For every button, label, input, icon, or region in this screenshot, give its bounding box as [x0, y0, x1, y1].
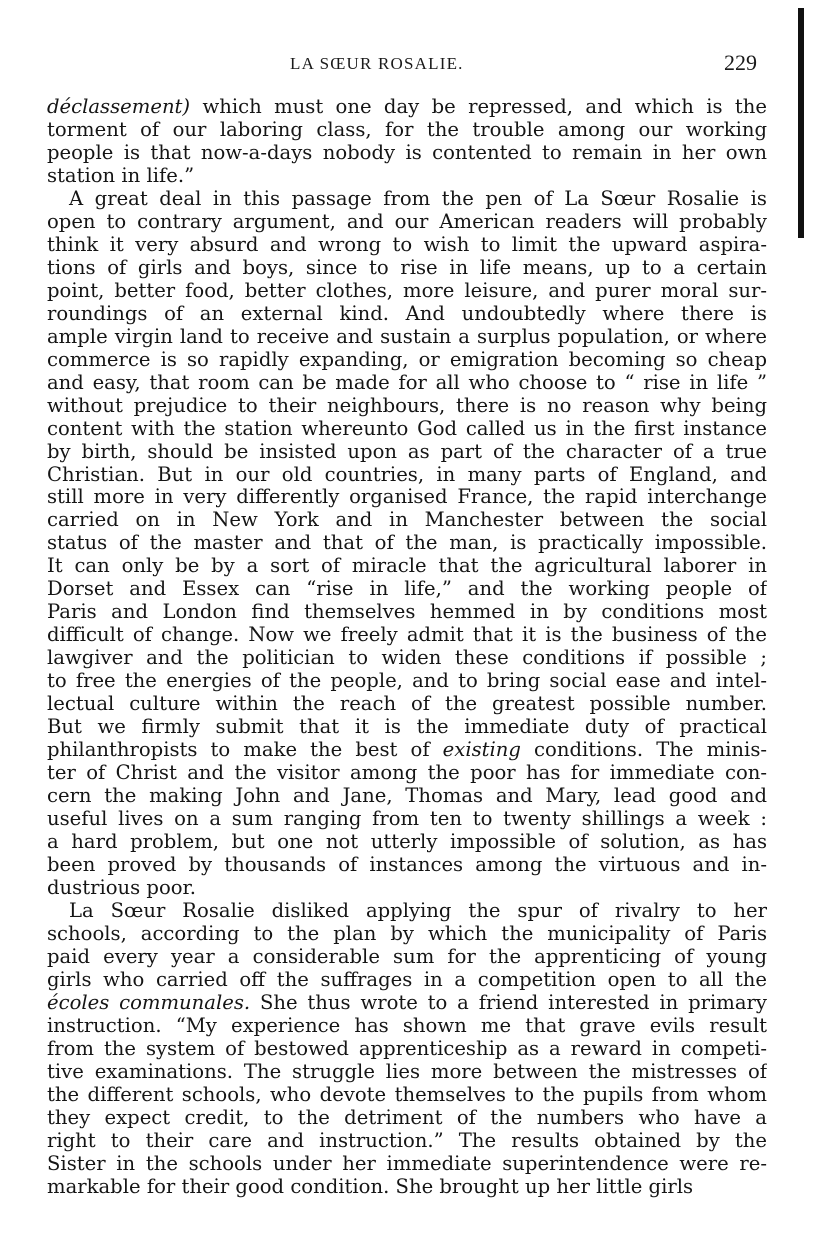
text-line: [47, 1061, 767, 1084]
text-line: [47, 854, 767, 877]
text-line: [47, 349, 767, 372]
text-segment: tive examinations. The struggle lies more between the mistresses of: [47, 1060, 767, 1083]
text-line: [47, 739, 767, 762]
text-segment: lectual culture within the reach of the greatest possible number.: [47, 693, 767, 716]
text-segment: been proved by thousands of instances among the virtuous and in-: [47, 853, 767, 876]
text-segment: without prejudice to their neighbours, there is no reason why being: [47, 394, 767, 417]
text-segment: roundings of an external kind. And undoubtedly where there is: [47, 302, 767, 325]
text-line: [47, 946, 767, 969]
text-segment: which must one day be repressed, and which is the: [190, 96, 767, 118]
text-segment: tions of girls and boys, since to rise in life means, up to a certain: [47, 256, 767, 279]
text-line: [47, 1015, 767, 1038]
text-segment: Christian. But in our old countries, in many parts of England, and: [47, 463, 767, 486]
text-line: [47, 188, 767, 211]
text-line: [47, 532, 767, 555]
text-segment: and easy, that room can be made for all who choose to “ rise in life ”: [47, 371, 767, 394]
text-line: [47, 601, 767, 624]
text-segment: commerce is so rapidly expanding, or emigration becoming so cheap: [47, 348, 767, 371]
text-line: [47, 670, 767, 693]
text-segment: dustrious poor.: [47, 876, 196, 899]
text-segment: She thus wrote to a friend interested in primary: [250, 991, 767, 1014]
text-segment: schools, according to the plan by which the municipality of Paris: [47, 922, 767, 945]
text-segment: right to their care and instruction.” The results obtained by the: [47, 1129, 767, 1152]
text-line: [47, 555, 767, 578]
text-line: [47, 1176, 767, 1199]
italic-phrase: existing: [442, 739, 521, 762]
text-segment: cern the making John and Jane, Thomas and Mary, lead good and: [47, 785, 767, 808]
text-line: [47, 441, 767, 464]
text-segment: from the system of bestowed apprenticeship as a reward in competi-: [47, 1037, 767, 1060]
text-segment: difficult of change. Now we freely admit that it is the business of the: [47, 624, 767, 647]
text-line: [47, 280, 767, 303]
text-line: [47, 165, 767, 188]
text-segment: A great deal in this passage from the pen of La Sœur Rosalie is: [69, 187, 767, 210]
text-segment: point, better food, better clothes, more leisure, and purer moral sur-: [47, 279, 767, 302]
text-line: [47, 716, 767, 739]
text-line: [47, 1130, 767, 1153]
text-segment: ample virgin land to receive and sustain a surplus population, or where: [47, 325, 767, 348]
text-segment: useful lives on a sum ranging from ten to twenty shillings a week :: [47, 808, 767, 831]
text-segment: a hard problem, but one not utterly impossible of solution, as has: [47, 831, 767, 853]
running-head: LA SŒUR ROSALIE.: [290, 54, 464, 73]
text-segment: station in life.”: [47, 164, 195, 187]
text-segment: paid every year a considerable sum for the apprenticing of young: [47, 945, 767, 968]
text-segment: to free the energies of the people, and to bring social ease and intel-: [47, 670, 767, 693]
text-line: [47, 969, 767, 992]
italic-phrase: écoles communales.: [47, 991, 251, 1014]
text-segment: torment of our laboring class, for the trouble among our working: [47, 118, 767, 141]
text-line: [47, 762, 767, 785]
text-segment: It can only be by a sort of miracle that the agricultural laborer in: [47, 555, 767, 578]
text-segment: Dorset and Essex can “rise in life,” and the working people of: [47, 578, 767, 601]
text-segment: open to contrary argument, and our American readers will probably: [47, 210, 767, 233]
text-line: [47, 395, 767, 418]
text-segment: by birth, should be insisted upon as part of the character of a true: [47, 440, 767, 463]
text-segment: content with the station whereunto God called us in the first instance: [47, 417, 767, 440]
text-segment: conditions. The minis-: [520, 739, 767, 762]
page-header: [0, 50, 815, 90]
text-segment: philanthropists to make the best of: [47, 739, 443, 762]
text-segment: La Sœur Rosalie disliked applying the spur of rivalry to her: [69, 899, 767, 922]
text-line: [47, 900, 767, 923]
text-segment: lawgiver and the politician to widen these conditions if possible ;: [47, 647, 767, 670]
text-segment: the different schools, who devote themselves to the pupils from whom: [47, 1083, 767, 1106]
text-line: [47, 785, 767, 808]
text-line: [47, 257, 767, 280]
text-segment: status of the master and that of the man, is practically impossible.: [47, 532, 767, 555]
text-line: [47, 1153, 767, 1176]
text-line: [47, 326, 767, 349]
text-line: [47, 578, 767, 601]
text-line: [47, 624, 767, 647]
text-line: [47, 992, 767, 1015]
text-line: [47, 831, 767, 854]
text-line: [47, 464, 767, 487]
text-line: [47, 303, 767, 326]
text-segment: think it very absurd and wrong to wish to limit the upward aspira-: [47, 233, 767, 256]
text-segment: But we firmly submit that it is the immediate duty of practical: [47, 716, 767, 739]
page-edge-mark: [798, 8, 804, 238]
text-line: [47, 418, 767, 441]
text-line: [47, 1038, 767, 1061]
text-segment: people is that now-a-days nobody is contented to remain in her own: [47, 141, 767, 164]
text-line: [47, 96, 767, 119]
text-segment: ter of Christ and the visitor among the poor has for immediate con-: [47, 762, 767, 785]
text-line: [47, 647, 767, 670]
text-line: [47, 923, 767, 946]
text-line: [47, 693, 767, 716]
text-segment: Paris and London find themselves hemmed in by conditions most: [47, 601, 767, 624]
text-line: [47, 1107, 767, 1130]
text-line: [47, 372, 767, 395]
body-text: [47, 96, 767, 1199]
text-segment: markable for their good condition. She brought up her little girls: [47, 1175, 694, 1198]
text-line: [47, 234, 767, 257]
text-line: [47, 486, 767, 509]
text-line: [47, 1084, 767, 1107]
text-line: [47, 509, 767, 532]
text-segment: Sister in the schools under her immediate superintendence were re-: [47, 1152, 767, 1175]
text-line: [47, 808, 767, 831]
text-segment: instruction. “My experience has shown me that grave evils result: [47, 1014, 767, 1037]
page-number: 229: [724, 50, 757, 75]
italic-phrase: déclassement): [47, 96, 191, 118]
text-segment: they expect credit, to the detriment of the numbers who have a: [47, 1106, 767, 1129]
text-segment: still more in very differently organised France, the rapid interchange: [47, 486, 767, 509]
text-line: [47, 119, 767, 142]
text-line: [47, 211, 767, 234]
text-segment: girls who carried off the suffrages in a competition open to all the: [47, 968, 767, 991]
text-line: [47, 877, 767, 900]
text-segment: carried on in New York and in Manchester between the social: [47, 509, 767, 532]
text-line: [47, 142, 767, 165]
